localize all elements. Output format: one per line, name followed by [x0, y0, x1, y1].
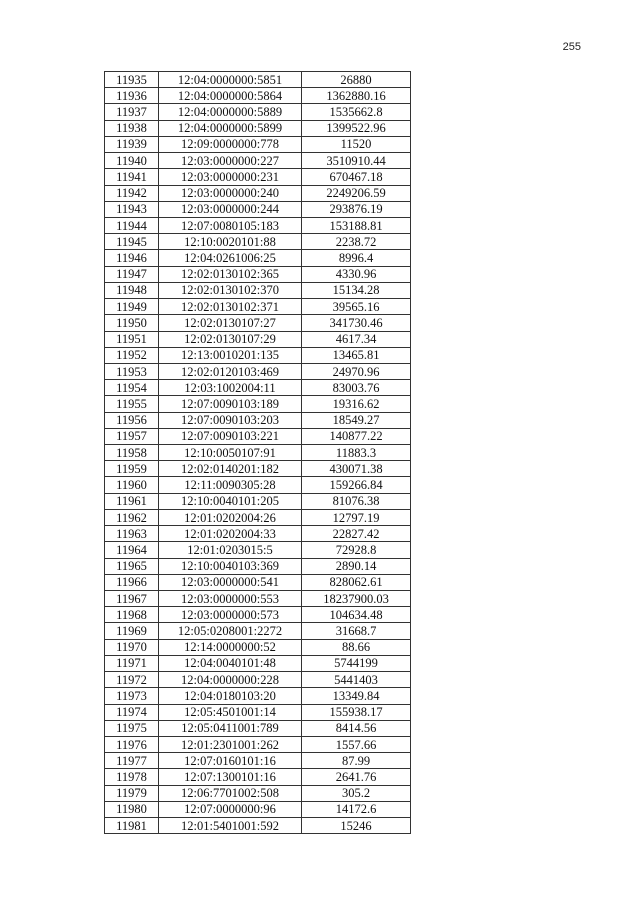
table-row	[105, 818, 411, 834]
table-row	[105, 672, 411, 688]
cadastral-number-cell: 12:01:2301001:262	[159, 736, 302, 752]
cadastral-number-cell: 12:02:0130107:29	[159, 331, 302, 347]
cadastral-value-cell: 1557.66	[302, 736, 411, 752]
cadastral-number-cell: 12:03:0000000:553	[159, 591, 302, 607]
cadastral-number-cell: 12:02:0140201:182	[159, 461, 302, 477]
cadastral-number-cell: 12:07:0090103:221	[159, 428, 302, 444]
cadastral-value-cell: 11520	[302, 136, 411, 152]
table-row	[105, 72, 411, 88]
cadastral-number-cell: 12:06:7701002:508	[159, 785, 302, 801]
cadastral-number-cell: 12:01:5401001:592	[159, 818, 302, 834]
row-number-cell: 11940	[105, 153, 159, 169]
row-number-cell: 11957	[105, 428, 159, 444]
cadastral-number-cell: 12:07:1300101:16	[159, 769, 302, 785]
cadastral-number-cell: 12:07:0000000:96	[159, 801, 302, 817]
cadastral-number-cell: 12:13:0010201:135	[159, 347, 302, 363]
row-number-cell: 11947	[105, 266, 159, 282]
row-number-cell: 11950	[105, 315, 159, 331]
row-number-cell: 11936	[105, 88, 159, 104]
table-row	[105, 558, 411, 574]
table-body	[105, 72, 411, 834]
cadastral-number-cell: 12:04:0180103:20	[159, 688, 302, 704]
cadastral-value-cell: 31668.7	[302, 623, 411, 639]
table-row	[105, 509, 411, 525]
table-row	[105, 445, 411, 461]
row-number-cell: 11978	[105, 769, 159, 785]
table-row	[105, 428, 411, 444]
cadastral-number-cell: 12:09:0000000:778	[159, 136, 302, 152]
row-number-cell: 11974	[105, 704, 159, 720]
table-row	[105, 363, 411, 379]
cadastral-number-cell: 12:03:0000000:227	[159, 153, 302, 169]
cadastral-value-cell: 83003.76	[302, 380, 411, 396]
row-number-cell: 11948	[105, 282, 159, 298]
row-number-cell: 11965	[105, 558, 159, 574]
row-number-cell: 11968	[105, 607, 159, 623]
cadastral-number-cell: 12:03:1002004:11	[159, 380, 302, 396]
cadastral-value-cell: 88.66	[302, 639, 411, 655]
table-row	[105, 347, 411, 363]
cadastral-number-cell: 12:04:0000000:5864	[159, 88, 302, 104]
cadastral-number-cell: 12:01:0202004:33	[159, 526, 302, 542]
row-number-cell: 11975	[105, 720, 159, 736]
cadastral-number-cell: 12:07:0090103:189	[159, 396, 302, 412]
page-number: 255	[562, 41, 581, 53]
cadastral-value-cell: 15134.28	[302, 282, 411, 298]
row-number-cell: 11953	[105, 363, 159, 379]
row-number-cell: 11959	[105, 461, 159, 477]
cadastral-number-cell: 12:01:0202004:26	[159, 509, 302, 525]
row-number-cell: 11956	[105, 412, 159, 428]
table-row	[105, 736, 411, 752]
row-number-cell: 11938	[105, 120, 159, 136]
table-row	[105, 104, 411, 120]
cadastral-number-cell: 12:02:0130102:370	[159, 282, 302, 298]
table-row	[105, 655, 411, 671]
row-number-cell: 11937	[105, 104, 159, 120]
table-row	[105, 785, 411, 801]
cadastral-value-cell: 14172.6	[302, 801, 411, 817]
cadastral-value-cell: 87.99	[302, 753, 411, 769]
row-number-cell: 11942	[105, 185, 159, 201]
cadastral-number-cell: 12:02:0130102:365	[159, 266, 302, 282]
cadastral-value-cell: 19316.62	[302, 396, 411, 412]
cadastral-number-cell: 12:03:0000000:231	[159, 169, 302, 185]
cadastral-value-cell: 4617.34	[302, 331, 411, 347]
table-row	[105, 477, 411, 493]
cadastral-number-cell: 12:10:0050107:91	[159, 445, 302, 461]
cadastral-number-cell: 12:14:0000000:52	[159, 639, 302, 655]
table-row	[105, 250, 411, 266]
row-number-cell: 11976	[105, 736, 159, 752]
table-row	[105, 331, 411, 347]
cadastral-value-cell: 5744199	[302, 655, 411, 671]
cadastral-value-cell: 24970.96	[302, 363, 411, 379]
cadastral-value-cell: 13349.84	[302, 688, 411, 704]
row-number-cell: 11966	[105, 574, 159, 590]
row-number-cell: 11952	[105, 347, 159, 363]
cadastral-value-cell: 15246	[302, 818, 411, 834]
row-number-cell: 11958	[105, 445, 159, 461]
cadastral-value-cell: 159266.84	[302, 477, 411, 493]
row-number-cell: 11981	[105, 818, 159, 834]
row-number-cell: 11980	[105, 801, 159, 817]
table-row	[105, 153, 411, 169]
cadastral-number-cell: 12:10:0020101:88	[159, 234, 302, 250]
cadastral-value-cell: 3510910.44	[302, 153, 411, 169]
table-row	[105, 461, 411, 477]
row-number-cell: 11945	[105, 234, 159, 250]
cadastral-value-cell: 2890.14	[302, 558, 411, 574]
row-number-cell: 11954	[105, 380, 159, 396]
cadastral-value-cell: 670467.18	[302, 169, 411, 185]
cadastral-number-cell: 12:03:0000000:541	[159, 574, 302, 590]
cadastral-value-cell: 8414.56	[302, 720, 411, 736]
cadastral-number-cell: 12:07:0090103:203	[159, 412, 302, 428]
table-row	[105, 234, 411, 250]
cadastral-number-cell: 12:04:0000000:228	[159, 672, 302, 688]
row-number-cell: 11970	[105, 639, 159, 655]
cadastral-number-cell: 12:07:0160101:16	[159, 753, 302, 769]
table-row	[105, 801, 411, 817]
cadastral-value-cell: 430071.38	[302, 461, 411, 477]
cadastral-value-cell: 13465.81	[302, 347, 411, 363]
cadastral-value-cell: 140877.22	[302, 428, 411, 444]
cadastral-value-cell: 39565.16	[302, 299, 411, 315]
cadastral-value-cell: 2641.76	[302, 769, 411, 785]
cadastral-number-cell: 12:04:0000000:5851	[159, 72, 302, 88]
row-number-cell: 11944	[105, 217, 159, 233]
table-row	[105, 753, 411, 769]
cadastral-value-cell: 305.2	[302, 785, 411, 801]
table-row	[105, 217, 411, 233]
cadastral-number-cell: 12:10:0040101:205	[159, 493, 302, 509]
cadastral-value-cell: 1399522.96	[302, 120, 411, 136]
table-row	[105, 266, 411, 282]
cadastral-value-cell: 12797.19	[302, 509, 411, 525]
cadastral-value-cell: 2249206.59	[302, 185, 411, 201]
cadastral-value-cell: 104634.48	[302, 607, 411, 623]
table-row	[105, 493, 411, 509]
row-number-cell: 11979	[105, 785, 159, 801]
cadastral-number-cell: 12:02:0130107:27	[159, 315, 302, 331]
row-number-cell: 11949	[105, 299, 159, 315]
cadastral-value-cell: 153188.81	[302, 217, 411, 233]
row-number-cell: 11973	[105, 688, 159, 704]
table-row	[105, 769, 411, 785]
row-number-cell: 11951	[105, 331, 159, 347]
cadastral-value-cell: 341730.46	[302, 315, 411, 331]
cadastral-value-cell: 5441403	[302, 672, 411, 688]
cadastral-value-cell: 26880	[302, 72, 411, 88]
cadastral-value-table	[104, 71, 411, 834]
table-row	[105, 688, 411, 704]
table-row	[105, 185, 411, 201]
cadastral-value-cell: 18237900.03	[302, 591, 411, 607]
row-number-cell: 11964	[105, 542, 159, 558]
cadastral-value-cell: 293876.19	[302, 201, 411, 217]
cadastral-number-cell: 12:04:0261006:25	[159, 250, 302, 266]
cadastral-value-cell: 72928.8	[302, 542, 411, 558]
row-number-cell: 11967	[105, 591, 159, 607]
table-row	[105, 380, 411, 396]
cadastral-number-cell: 12:04:0000000:5899	[159, 120, 302, 136]
row-number-cell: 11946	[105, 250, 159, 266]
table-row	[105, 574, 411, 590]
table-row	[105, 169, 411, 185]
table-row	[105, 623, 411, 639]
cadastral-number-cell: 12:02:0130102:371	[159, 299, 302, 315]
table-row	[105, 282, 411, 298]
cadastral-number-cell: 12:07:0080105:183	[159, 217, 302, 233]
row-number-cell: 11963	[105, 526, 159, 542]
cadastral-value-cell: 2238.72	[302, 234, 411, 250]
cadastral-number-cell: 12:05:4501001:14	[159, 704, 302, 720]
row-number-cell: 11941	[105, 169, 159, 185]
cadastral-number-cell: 12:03:0000000:573	[159, 607, 302, 623]
table-row	[105, 704, 411, 720]
cadastral-number-cell: 12:10:0040103:369	[159, 558, 302, 574]
table-row	[105, 607, 411, 623]
cadastral-number-cell: 12:01:0203015:5	[159, 542, 302, 558]
row-number-cell: 11955	[105, 396, 159, 412]
table-row	[105, 120, 411, 136]
table-row	[105, 315, 411, 331]
row-number-cell: 11962	[105, 509, 159, 525]
row-number-cell: 11971	[105, 655, 159, 671]
cadastral-value-cell: 81076.38	[302, 493, 411, 509]
cadastral-value-cell: 155938.17	[302, 704, 411, 720]
cadastral-number-cell: 12:03:0000000:240	[159, 185, 302, 201]
cadastral-number-cell: 12:03:0000000:244	[159, 201, 302, 217]
table-row	[105, 412, 411, 428]
row-number-cell: 11969	[105, 623, 159, 639]
cadastral-value-cell: 1362880.16	[302, 88, 411, 104]
cadastral-number-cell: 12:04:0000000:5889	[159, 104, 302, 120]
row-number-cell: 11977	[105, 753, 159, 769]
cadastral-value-cell: 1535662.8	[302, 104, 411, 120]
row-number-cell: 11943	[105, 201, 159, 217]
cadastral-number-cell: 12:05:0411001:789	[159, 720, 302, 736]
cadastral-number-cell: 12:05:0208001:2272	[159, 623, 302, 639]
row-number-cell: 11972	[105, 672, 159, 688]
cadastral-value-cell: 18549.27	[302, 412, 411, 428]
cadastral-value-cell: 11883.3	[302, 445, 411, 461]
table-row	[105, 299, 411, 315]
table-row	[105, 720, 411, 736]
row-number-cell: 11961	[105, 493, 159, 509]
row-number-cell: 11935	[105, 72, 159, 88]
table-row	[105, 396, 411, 412]
cadastral-value-cell: 828062.61	[302, 574, 411, 590]
cadastral-value-cell: 4330.96	[302, 266, 411, 282]
table-row	[105, 526, 411, 542]
table-row	[105, 201, 411, 217]
table-row	[105, 542, 411, 558]
table-row	[105, 88, 411, 104]
cadastral-number-cell: 12:04:0040101:48	[159, 655, 302, 671]
table-row	[105, 136, 411, 152]
cadastral-number-cell: 12:11:0090305:28	[159, 477, 302, 493]
table-row	[105, 639, 411, 655]
row-number-cell: 11939	[105, 136, 159, 152]
table-row	[105, 591, 411, 607]
cadastral-value-cell: 22827.42	[302, 526, 411, 542]
row-number-cell: 11960	[105, 477, 159, 493]
cadastral-value-cell: 8996.4	[302, 250, 411, 266]
cadastral-number-cell: 12:02:0120103:469	[159, 363, 302, 379]
